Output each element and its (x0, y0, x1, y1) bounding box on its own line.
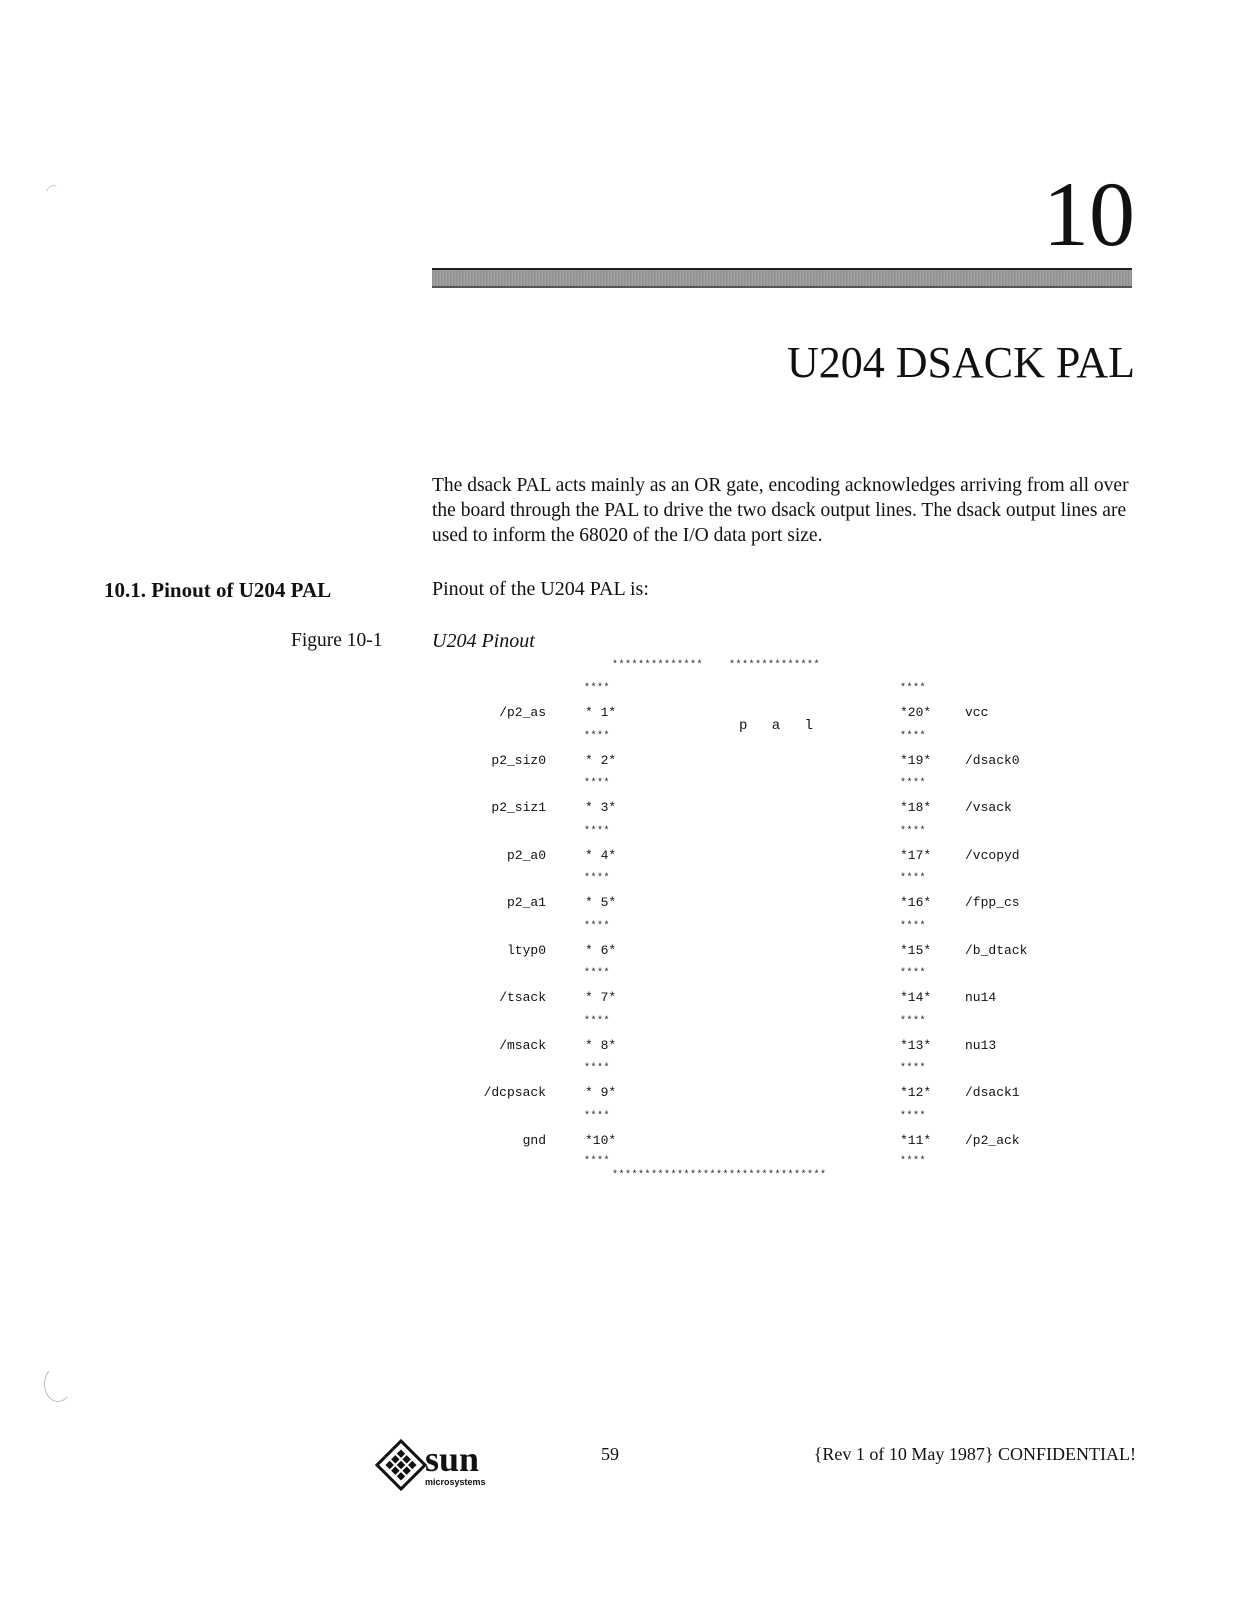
left-pin-name: p2_siz0 (491, 752, 546, 768)
left-pin-number: * 7* (585, 990, 617, 1005)
section-heading: 10.1. Pinout of U204 PAL (104, 578, 332, 602)
left-pin-name: /tsack (499, 990, 546, 1005)
right-pin-number: *11* (900, 1132, 932, 1148)
pin-row (0, 848, 1243, 868)
left-pin-name: /p2_as (499, 705, 546, 720)
pin-stars: **** (900, 1110, 927, 1122)
right-pin-name: nu13 (965, 1037, 997, 1053)
left-pin-number: * 2* (585, 752, 617, 768)
left-pin-number: * 9* (585, 1085, 617, 1100)
left-pin-number: *10* (585, 1132, 617, 1148)
pin-row (0, 990, 1243, 1010)
pin-row (0, 943, 1243, 963)
section-text: Pinout of the U204 PAL is: (432, 578, 649, 600)
left-pin-name: ltyp0 (506, 942, 546, 958)
left-pin-number: * 8* (585, 1037, 617, 1053)
pin-stars: **** (584, 778, 611, 789)
right-pin-name: /fpp_cs (965, 895, 1020, 910)
figure-caption: U204 Pinout (432, 630, 535, 652)
left-pin-number: * 6* (585, 942, 617, 958)
pin-stars: **** (584, 825, 611, 837)
right-pin-number: *16* (900, 895, 932, 910)
right-pin-name: /dsack1 (965, 1085, 1020, 1100)
chip-name: p a l (739, 718, 822, 734)
right-pin-number: *20* (900, 705, 932, 720)
pin-stars: **** (900, 873, 927, 884)
pin-stars: **** (584, 968, 611, 979)
left-pin-name: gnd (522, 1132, 546, 1148)
pin-stars: **** (900, 920, 927, 932)
left-pin-number: * 5* (585, 895, 617, 910)
right-pin-number: *14* (900, 990, 932, 1005)
svg-text:sun: sun (425, 1439, 480, 1479)
chip-bottom-border: ********************************* (612, 1170, 827, 1181)
pin-stars: **** (900, 730, 927, 742)
scan-mark (43, 182, 65, 204)
svg-text:microsystems: microsystems (425, 1477, 486, 1487)
right-pin-number: *17* (900, 847, 932, 863)
chapter-number: 10 (1043, 163, 1135, 265)
left-pin-number: * 3* (585, 800, 617, 815)
pin-stars: **** (900, 1063, 927, 1074)
pin-stars: **** (584, 730, 611, 742)
figure-label: Figure 10-1 (291, 630, 383, 651)
right-pin-name: /p2_ack (965, 1132, 1020, 1148)
pin-stars: **** (584, 1110, 611, 1122)
right-pin-name: /b_dtack (965, 942, 1028, 958)
chapter-title: U204 DSACK PAL (786, 338, 1135, 387)
pin-stars: **** (584, 1155, 611, 1167)
right-pin-name: /vsack (965, 800, 1012, 815)
chip-top-border: ************** ************** (612, 660, 821, 671)
right-pin-name: /dsack0 (965, 752, 1020, 768)
pin-row (0, 753, 1243, 773)
pin-stars: **** (900, 683, 927, 694)
pin-stars: **** (584, 920, 611, 932)
pin-row (0, 1038, 1243, 1058)
pin-stars: **** (900, 1155, 927, 1167)
page-number: 59 (601, 1444, 619, 1464)
right-pin-number: *12* (900, 1085, 932, 1100)
right-pin-name: nu14 (965, 990, 997, 1005)
pin-row (0, 1085, 1243, 1105)
right-pin-name: vcc (965, 705, 989, 720)
left-pin-name: p2_a1 (506, 895, 546, 910)
left-pin-name: /dcpsack (483, 1085, 546, 1100)
pin-stars: **** (584, 1015, 611, 1027)
right-pin-number: *13* (900, 1037, 932, 1053)
left-pin-number: * 1* (585, 705, 617, 720)
pin-stars: **** (584, 683, 611, 694)
pin-stars: **** (900, 825, 927, 837)
intro-paragraph: The dsack PAL acts mainly as an OR gate, encoding acknowledges arriving from all over the board through the PAL to drive the two dsack output lines. The dsack output lines are used to inform the 68020 of the I/O data port size. (432, 475, 1129, 546)
sun-microsystems-logo (375, 1435, 515, 1495)
scan-mark (44, 1366, 72, 1402)
left-pin-name: p2_a0 (506, 847, 546, 863)
pin-stars: **** (900, 778, 927, 789)
right-pin-number: *15* (900, 942, 932, 958)
left-pin-number: * 4* (585, 847, 617, 863)
pin-row (0, 1133, 1243, 1153)
pin-stars: **** (584, 873, 611, 884)
right-pin-number: *19* (900, 752, 932, 768)
footer-note: {Rev 1 of 10 May 1987} CONFIDENTIAL! (813, 1444, 1136, 1464)
pin-row (0, 895, 1243, 915)
chapter-rule (432, 268, 1132, 288)
right-pin-name: /vcopyd (965, 847, 1020, 863)
left-pin-name: p2_siz1 (491, 800, 546, 815)
pin-stars: **** (584, 1063, 611, 1074)
pin-row (0, 800, 1243, 820)
left-pin-name: /msack (499, 1037, 546, 1053)
pin-row (0, 705, 1243, 725)
right-pin-number: *18* (900, 800, 932, 815)
pin-stars: **** (900, 968, 927, 979)
pin-stars: **** (900, 1015, 927, 1027)
